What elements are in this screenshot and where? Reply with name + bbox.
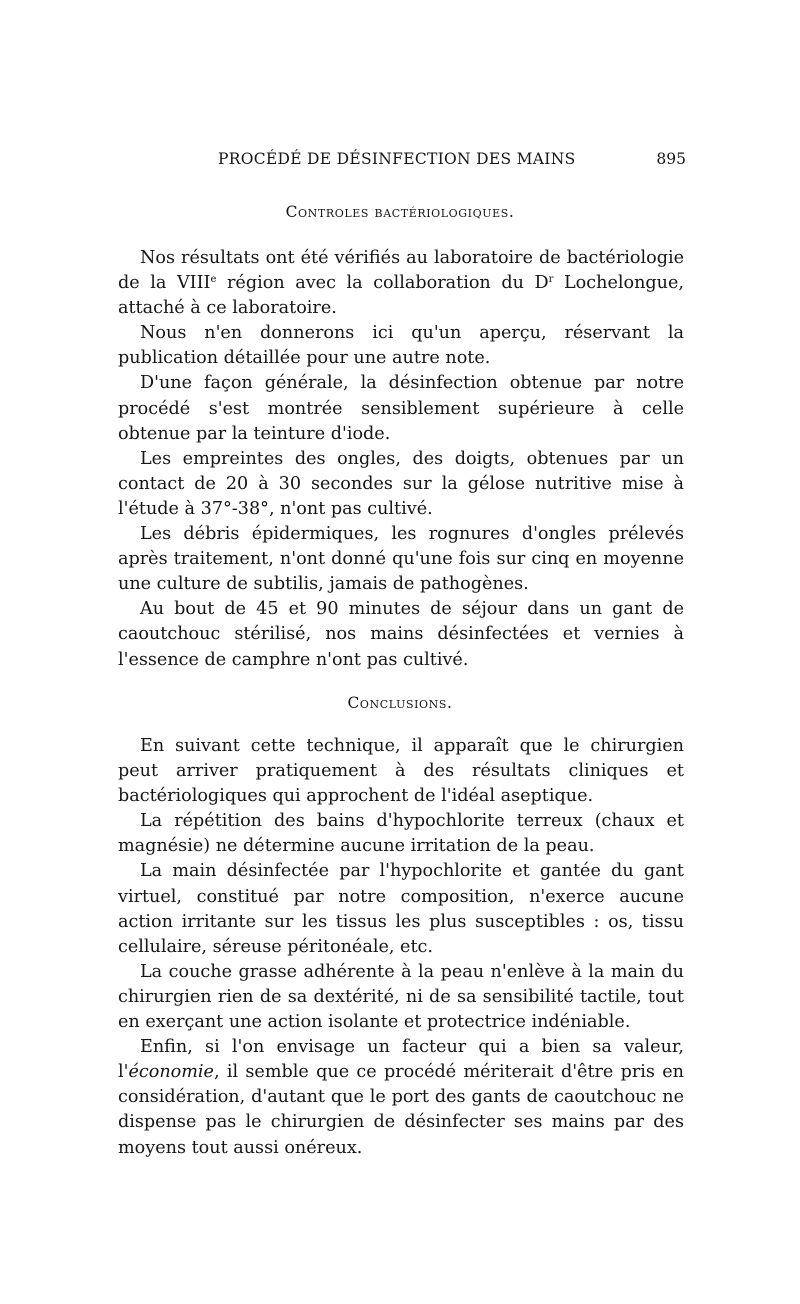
page-number: 895 [656, 150, 686, 168]
section-heading-text: Conclusions. [347, 694, 453, 712]
running-head [118, 150, 686, 172]
paragraph-text: Nos résultats ont été vérifiés au laboratoire de bactériologie de la VIII [118, 248, 684, 294]
paragraph: D'une façon générale, la désinfection obtenue par notre procédé s'est montrée sensiblement supérieure à celle obtenue par la teinture d'iode. [118, 373, 684, 444]
section-heading-controles [0, 203, 800, 221]
paragraph: Les empreintes des ongles, des doigts, obtenues par un contact de 20 à 30 secondes sur la gélose nutritive mise à l'étude à 37°-38°, n'ont pas cultivé. [118, 448, 684, 519]
paragraph-text: Lochelongue, attaché à ce laboratoire. [118, 273, 685, 319]
paragraph: Au bout de 45 et 90 minutes de séjour dans un gant de caoutchouc stérilisé, nos mains désinfectées et vernies à l'essence de camphre n'ont pas cultivé. [118, 599, 684, 670]
paragraph: La main désinfectée par l'hypochlorite et gantée du gant virtuel, constitué par notre composition, n'exerce aucune action irritante sur les tissus les plus susceptibles : os, tissu cellulaire, séreuse péritonéale, etc. [118, 861, 684, 957]
emphasis-text: économie [128, 1062, 214, 1083]
paragraph-text: , il semble que ce procédé mériterait d'être pris en considération, d'autant que le port des gants de caoutchouc ne dispense pas le chirurgien de désinfecter ses mains par des moyens tout aussi onéreux. [118, 1062, 684, 1158]
paragraph: La répétition des bains d'hypochlorite terreux (chaux et magnésie) ne détermine aucune irritation de la peau. [118, 811, 684, 857]
paragraph-text: région avec la collaboration du D [216, 273, 549, 294]
paragraph: La couche grasse adhérente à la peau n'enlève à la main du chirurgien rien de sa dextérité, ni de sa sensibilité tactile, tout en exerçant une action isolante et protectrice indéniable. [118, 961, 684, 1033]
paragraph: En suivant cette technique, il apparaît que le chirurgien peut arriver pratiquement à des résultats cliniques et bactériologiques qui approchent de l'idéal aseptique. [118, 736, 684, 807]
paragraph: Nous n'en donnerons ici qu'un aperçu, réservant la publication détaillée pour une autre note. [118, 323, 684, 369]
paragraph [118, 1035, 684, 1160]
superscript: e [210, 274, 217, 286]
superscript: r [548, 274, 554, 286]
paragraph: Les débris épidermiques, les rognures d'ongles prélevés après traitement, n'ont donné qu'une fois sur cinq en moyenne une culture de subtilis, jamais de pathogènes. [118, 524, 684, 595]
section-heading-conclusions [0, 694, 800, 712]
paragraph-text: Enfin, si l'on envisage un facteur qui a bien sa valeur, l' [118, 1037, 684, 1083]
running-title: PROCÉDÉ DE DÉSINFECTION DES MAINS [218, 150, 576, 168]
section-body-conclusions [118, 734, 684, 1161]
section-body-controles [118, 246, 684, 673]
paragraph [118, 246, 684, 321]
section-heading-text: Controles bactériologiques. [285, 203, 515, 221]
